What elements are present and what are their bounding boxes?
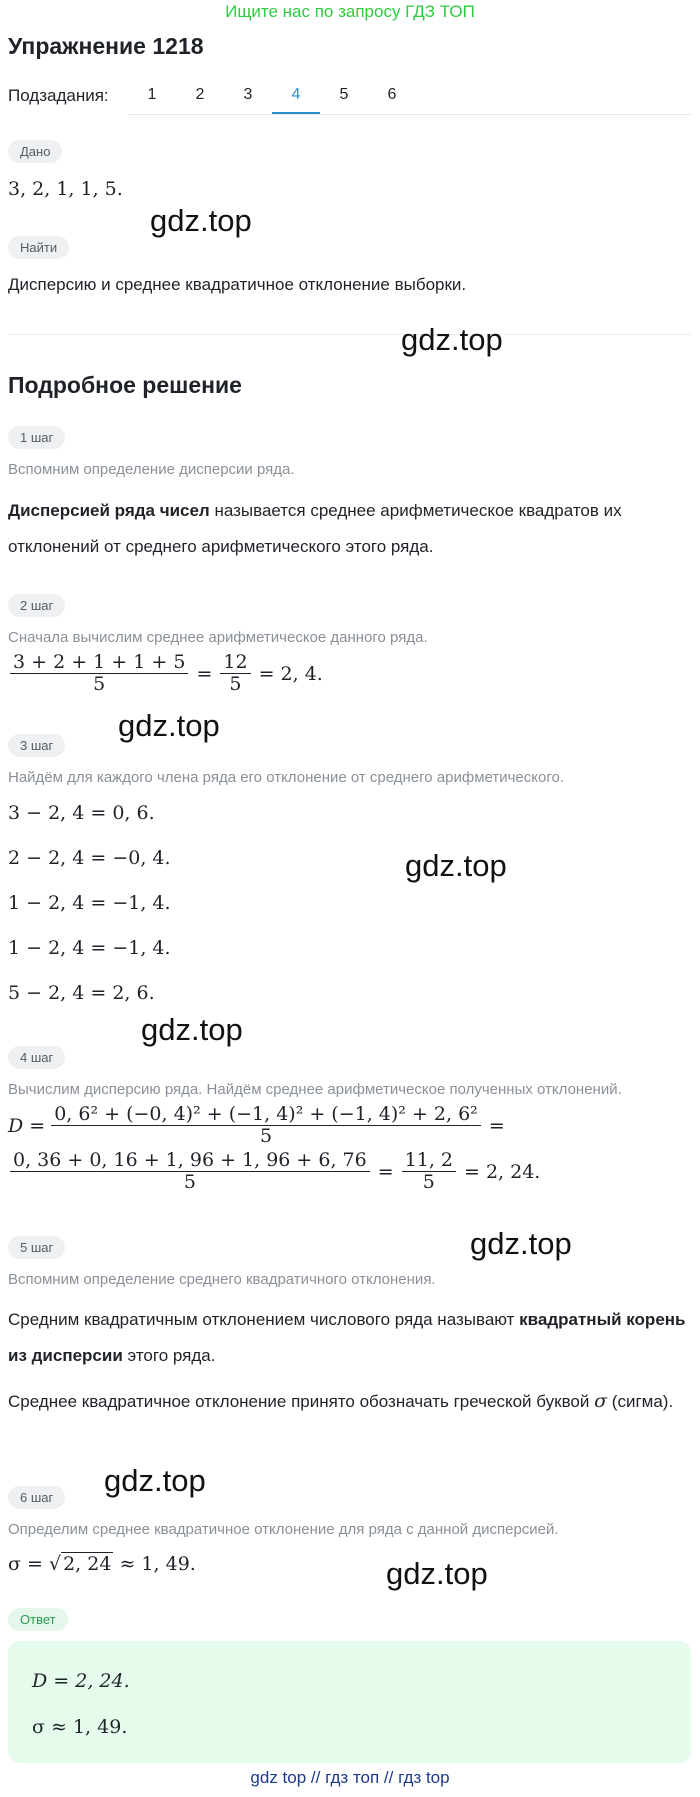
result: = 2, 24. (464, 1160, 541, 1183)
solution-title: Подробное решение (8, 372, 242, 398)
top-banner: Ищите нас по запросу ГДЗ ТОП (225, 2, 475, 21)
bold-term: Дисперсией ряда чисел (8, 501, 210, 520)
step-badge: 1 шаг (8, 426, 65, 449)
watermark: gdz.top (104, 1463, 206, 1498)
denominator: 5 (422, 1170, 435, 1193)
sigma-text: Среднее квадратичное отклонение принято обозначать греческой буквой (8, 1392, 595, 1411)
sigma-formula (8, 1553, 196, 1575)
step-hint: Найдём для каждого члена ряда его отклонение от среднего арифметического. (8, 769, 564, 786)
fraction (10, 652, 188, 696)
step-hint: Вычислим дисперсию ряда. Найдём среднее арифметическое полученных отклонений. (8, 1081, 622, 1098)
equals: = (377, 1160, 394, 1183)
equals: = (488, 1114, 505, 1137)
given-badge: Дано (8, 140, 62, 163)
deviation-line: 1 − 2, 4 = −1, 4. (8, 892, 171, 914)
step-badge: 2 шаг (8, 594, 65, 617)
definition-text: этого ряда. (122, 1346, 216, 1365)
watermark: gdz.top (386, 1556, 488, 1591)
step-hint: Определим среднее квадратичное отклонение для ряда с данной дисперсией. (8, 1521, 559, 1538)
sigma-prefix: σ = √ (8, 1553, 62, 1575)
watermark: gdz.top (470, 1226, 572, 1261)
step-hint: Вспомним определение среднего квадратичного отклонения. (8, 1271, 436, 1288)
tab-2[interactable]: 2 (195, 86, 205, 103)
numerator: 0, 6² + (−0, 4)² + (−1, 4)² + (−1, 4)² + 2, 6² (51, 1104, 481, 1126)
step-badge: 4 шаг (8, 1046, 65, 1069)
fraction (51, 1104, 481, 1148)
deviation-line: 2 − 2, 4 = −0, 4. (8, 847, 171, 869)
watermark: gdz.top (405, 848, 507, 883)
denominator: 5 (259, 1124, 273, 1147)
result: = 2, 4. (258, 662, 323, 685)
sigma-symbol: σ (594, 1390, 608, 1412)
denominator: 5 (93, 672, 106, 695)
footer-links[interactable]: gdz top // гдз топ // гдз top (250, 1768, 450, 1787)
tab-4[interactable]: 4 (272, 78, 320, 114)
radicand: 2, 24 (63, 1553, 112, 1575)
subtasks-label: Подзадания: (8, 86, 109, 105)
fraction (402, 1150, 456, 1194)
equals: = (196, 662, 213, 685)
deviation-line: 3 − 2, 4 = 0, 6. (8, 802, 155, 824)
fraction (220, 652, 250, 696)
step-badge: 5 шаг (8, 1236, 65, 1259)
fraction (10, 1150, 370, 1194)
watermark: gdz.top (141, 1012, 243, 1047)
find-text: Дисперсию и среднее квадратичное отклонение выборки. (8, 275, 467, 294)
tab-3[interactable]: 3 (243, 86, 253, 103)
given-values: 3, 2, 1, 1, 5. (8, 178, 123, 200)
step-hint: Вспомним определение дисперсии ряда. (8, 461, 295, 478)
step-hint: Сначала вычислим среднее арифметическое данного ряда. (8, 629, 428, 646)
answer-badge: Ответ (8, 1608, 68, 1631)
tab-6[interactable]: 6 (387, 86, 397, 103)
sigma-result: ≈ 1, 49. (113, 1553, 196, 1575)
deviation-line: 5 − 2, 4 = 2, 6. (8, 982, 155, 1004)
answer-line: σ ≈ 1, 49. (32, 1716, 128, 1738)
deviation-line: 1 − 2, 4 = −1, 4. (8, 937, 171, 959)
answer-box (8, 1641, 691, 1763)
numerator: 3 + 2 + 1 + 1 + 5 (10, 652, 188, 674)
mean-formula (8, 652, 323, 696)
numerator: 0, 36 + 0, 16 + 1, 96 + 1, 96 + 6, 76 (10, 1150, 370, 1172)
section-divider (8, 334, 691, 335)
tabs-divider (128, 114, 691, 115)
variance-formula-1 (8, 1104, 505, 1148)
step-text (8, 1302, 688, 1374)
step-badge: 3 шаг (8, 734, 65, 757)
watermark: gdz.top (118, 708, 220, 743)
step-text (8, 493, 688, 565)
tab-5[interactable]: 5 (339, 86, 349, 103)
page-title: Упражнение 1218 (8, 33, 204, 59)
step-text (8, 1383, 688, 1420)
tab-1[interactable]: 1 (147, 86, 157, 103)
denominator: 5 (229, 672, 242, 695)
step-badge: 6 шаг (8, 1486, 65, 1509)
answer-line: D = 2, 24. (32, 1670, 130, 1692)
subtasks-tabs (128, 78, 416, 114)
numerator: 12 (220, 652, 250, 674)
watermark: gdz.top (401, 322, 503, 357)
watermark: gdz.top (150, 203, 252, 238)
variance-formula-2 (8, 1150, 540, 1194)
d-prefix: D = (8, 1114, 46, 1137)
definition-text: называется среднее арифметическое квадратов их отклонений от среднего арифметического этого ряда. (8, 501, 622, 556)
definition-text: Средним квадратичным отклонением числового ряда называют (8, 1310, 520, 1329)
sigma-text: (сигма). (607, 1392, 674, 1411)
numerator: 11, 2 (402, 1150, 456, 1172)
bold-term: квадратный корень из дисперсии (8, 1310, 686, 1365)
find-badge: Найти (8, 236, 69, 259)
denominator: 5 (183, 1170, 196, 1193)
